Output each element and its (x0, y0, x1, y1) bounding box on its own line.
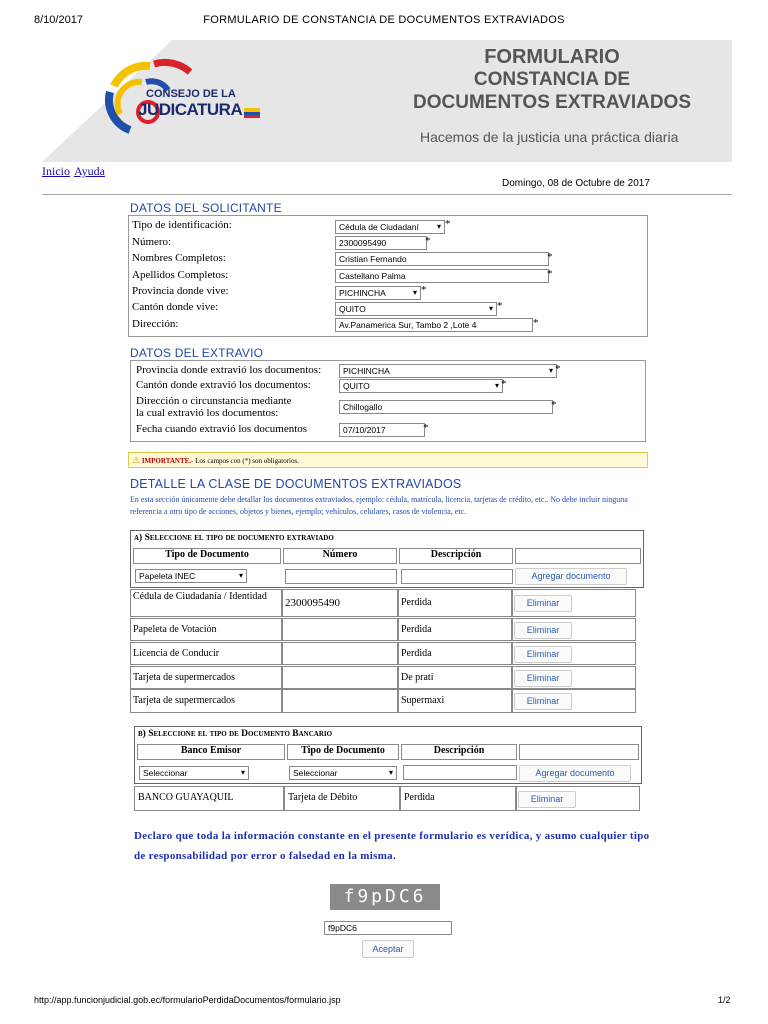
nav-ayuda-link[interactable]: Ayuda (74, 164, 105, 178)
table-b-col-tipo: Tipo de Documento (287, 744, 399, 760)
required-star: * (547, 251, 553, 263)
required-star: * (533, 317, 539, 329)
row-tipo: Licencia de Conducir (130, 642, 282, 665)
table-b-col-banco: Banco Emisor (137, 744, 285, 760)
row-descripcion: De prati (398, 666, 512, 689)
row-numero (282, 642, 398, 665)
required-star: * (423, 422, 429, 434)
warning-strong: IMPORTANTE.- (141, 457, 194, 465)
section-detalle-title: DETALLE LA CLASE DE DOCUMENTOS EXTRAVIADOS (130, 477, 462, 491)
print-footer-url: http://app.funcionjudicial.gob.ec/formularioPerdidaDocumentos/formulario.jsp (34, 995, 341, 1005)
table-row (130, 666, 636, 689)
row-numero (282, 689, 398, 713)
table-row (130, 589, 636, 617)
banner (42, 40, 732, 162)
table-a-descripcion-input[interactable] (401, 569, 513, 584)
table-row (130, 689, 636, 713)
canton-label: Cantón donde vive: (132, 301, 219, 313)
table-a-numero-input[interactable] (285, 569, 397, 584)
required-star: * (555, 363, 561, 375)
row-numero: 2300095490 (282, 589, 398, 617)
ext-canton-label: Cantón donde extravió los documentos: (136, 379, 311, 391)
captcha-input[interactable]: f9pDC6 (324, 921, 452, 935)
table-b-caption: b) Seleccione el tipo de Documento Bancario (138, 729, 333, 739)
table-a-rows (130, 589, 636, 717)
row-descripcion: Supermaxi (398, 689, 512, 713)
print-date: 8/10/2017 (34, 14, 83, 26)
top-nav (42, 164, 109, 179)
ext-direccion-input[interactable]: Chillogallo (339, 400, 553, 414)
table-b-tipo-select[interactable]: Seleccionar ▾ (289, 766, 397, 780)
table-row (130, 642, 636, 665)
table-b-descripcion-input[interactable] (403, 765, 517, 780)
provincia-label: Provincia donde vive: (132, 285, 229, 297)
detalle-note: En esta sección únicamente debe detallar los documentos extraviados, ejemplo: cédula, matrícula, licencia, tarjetas de crédito, etc.. No debe incluir ninguna referencia a otro tipo de acciones, objetos y bienes, ejemplo; vehículos, celulares, casos de violencia, etc. (130, 495, 628, 516)
eliminar-button[interactable]: Eliminar (514, 622, 572, 639)
captcha-image: f9pDC6 (330, 884, 440, 910)
canton-select[interactable]: QUITO ▾ (335, 302, 497, 316)
print-page-number: 1/2 (718, 995, 731, 1005)
table-b-add-button[interactable]: Agregar documento (519, 765, 631, 782)
section-extravio-title: DATOS DEL EXTRAVIO (130, 346, 264, 360)
table-a-tipo-select[interactable]: Papeleta INEC ▾ (135, 569, 247, 583)
row-descripcion: Perdida (398, 589, 512, 617)
required-star: * (425, 235, 431, 247)
eliminar-button[interactable]: Eliminar (518, 791, 576, 808)
required-star: * (551, 399, 557, 411)
ext-direccion-label-2: la cual extravió los documentos: (136, 407, 279, 419)
table-b-col-descripcion: Descripción (401, 744, 517, 760)
nombres-label: Nombres Completos: (132, 252, 226, 264)
direccion-label: Dirección: (132, 318, 179, 330)
numero-label: Número: (132, 236, 172, 248)
apellidos-label: Apellidos Completos: (132, 269, 229, 281)
table-a-col-numero: Número (283, 548, 397, 564)
ext-provincia-label: Provincia donde extravió los documentos: (136, 364, 322, 376)
warning-text: Los campos con (*) son obligatorios. (195, 457, 299, 465)
table-b-header (134, 726, 642, 784)
row-tipo: Tarjeta de supermercados (130, 689, 282, 713)
required-warning (128, 452, 648, 468)
banner-title-3: DOCUMENTOS EXTRAVIADOS (413, 92, 691, 113)
direccion-input[interactable]: Av.Panamerica Sur, Tambo 2 ,Lote 4 (335, 318, 533, 332)
ext-provincia-select[interactable]: PICHINCHA ▾ (339, 364, 557, 378)
declaration-text: Declaro que toda la información constante en el presente formulario es verídica, y asumo cualquier tipo de responsabilidad por error o falsedad en la misma. (134, 830, 650, 862)
table-b-banco-select[interactable]: Seleccionar ▾ (139, 766, 249, 780)
required-star: * (547, 268, 553, 280)
tipo-id-select[interactable]: Cédula de Ciudadaní ▾ (335, 220, 445, 234)
logo-line1: CONSEJO DE LA (146, 88, 236, 100)
numero-input[interactable]: 2300095490 (335, 236, 427, 250)
table-row (134, 786, 640, 811)
ext-direccion-label-1: Dirección o circunstancia mediante (136, 395, 292, 407)
row-banco: BANCO GUAYAQUIL (134, 786, 284, 811)
tipo-id-label: Tipo de identificación: (132, 219, 232, 231)
banner-title-2: CONSTANCIA DE (473, 69, 631, 90)
extravio-box (130, 360, 646, 442)
required-star: * (497, 300, 503, 312)
aceptar-button[interactable]: Aceptar (362, 940, 414, 958)
table-row (130, 618, 636, 641)
print-title: FORMULARIO DE CONSTANCIA DE DOCUMENTOS EXTRAVIADOS (203, 14, 565, 26)
required-star: * (445, 218, 451, 230)
nav-inicio-link[interactable]: Inicio (42, 164, 70, 178)
apellidos-input[interactable]: Castellano Palma (335, 269, 549, 283)
table-b-col-action (519, 744, 639, 760)
eliminar-button[interactable]: Eliminar (514, 646, 572, 663)
required-star: * (421, 284, 427, 296)
table-a-caption: a) Seleccione el tipo de documento extraviado (134, 533, 334, 543)
table-a-add-button[interactable]: Agregar documento (515, 568, 627, 585)
logo-line2: JUDICATURA (138, 100, 243, 119)
nombres-input[interactable]: Cristian Fernando (335, 252, 549, 266)
banner-title-1: FORMULARIO (484, 46, 620, 68)
eliminar-button[interactable]: Eliminar (514, 595, 572, 612)
table-a-header (130, 530, 644, 588)
ext-fecha-label: Fecha cuando extravió los documentos (136, 423, 308, 435)
row-tipo: Papeleta de Votación (130, 618, 282, 641)
table-a-col-descripcion: Descripción (399, 548, 513, 564)
divider (42, 194, 732, 195)
table-a-col-tipo: Tipo de Documento (133, 548, 281, 564)
eliminar-button[interactable]: Eliminar (514, 693, 572, 710)
row-tipo: Cédula de Ciudadanía / Identidad (130, 589, 282, 617)
provincia-select[interactable]: PICHINCHA ▾ (335, 286, 421, 300)
section-solicitante-title: DATOS DEL SOLICITANTE (130, 201, 282, 215)
row-descripcion: Perdida (398, 642, 512, 665)
warning-icon: ⚠ (132, 455, 141, 465)
row-tipo: Tarjeta de supermercados (130, 666, 282, 689)
banner-tagline: Hacemos de la justicia una práctica diaria (420, 129, 679, 145)
solicitante-box (128, 215, 648, 337)
required-star: * (501, 378, 507, 390)
row-numero (282, 666, 398, 689)
ext-fecha-input[interactable]: 07/10/2017 (339, 423, 425, 437)
eliminar-button[interactable]: Eliminar (514, 670, 572, 687)
row-descripcion: Perdida (398, 618, 512, 641)
row-numero (282, 618, 398, 641)
ext-canton-select[interactable]: QUITO ▾ (339, 379, 503, 393)
current-date: Domingo, 08 de Octubre de 2017 (502, 178, 650, 189)
row-tipo: Tarjeta de Débito (284, 786, 400, 811)
row-descripcion: Perdida (400, 786, 516, 811)
table-a-col-action (515, 548, 641, 564)
